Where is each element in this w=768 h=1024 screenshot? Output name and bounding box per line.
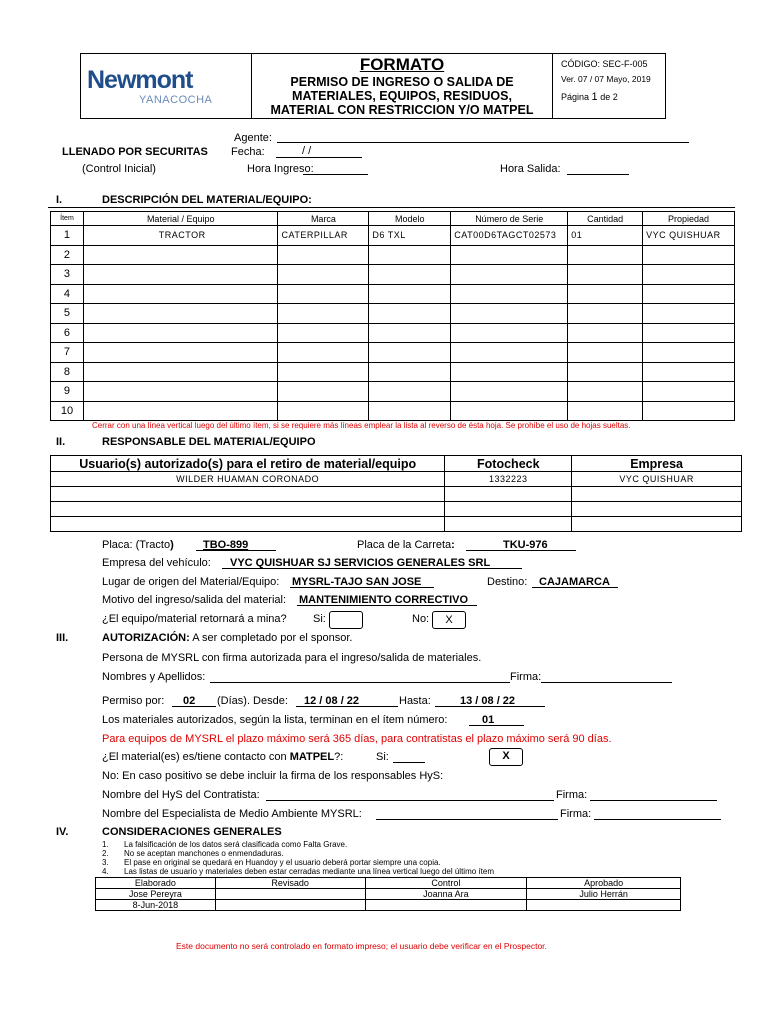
materials-cell[interactable] — [568, 323, 643, 343]
col-material: Material / Equipo — [83, 212, 278, 226]
materials-row — [51, 343, 735, 363]
sig-elaborado-header: Elaborado — [96, 878, 216, 889]
hys-firma-label: Firma: — [556, 789, 588, 801]
materials-cell[interactable] — [369, 323, 451, 343]
materials-header-row — [51, 212, 735, 226]
materials-cell[interactable] — [451, 304, 568, 324]
title-cell — [252, 54, 553, 118]
hasta-label: Hasta: — [399, 695, 431, 707]
nombres-field[interactable] — [210, 682, 510, 683]
carreta-label: Placa de la Carreta: — [357, 539, 455, 551]
materials-cell[interactable]: 01 — [568, 226, 643, 246]
destino-label: Destino: — [487, 576, 528, 588]
materials-cell[interactable] — [643, 362, 735, 382]
materials-cell[interactable] — [568, 284, 643, 304]
users-row — [51, 517, 742, 532]
materials-row — [51, 401, 735, 421]
users-cell[interactable] — [572, 502, 742, 517]
section-3-num: III. — [56, 632, 69, 644]
form-subtitle-1: PERMISO DE INGRESO O SALIDA DE — [290, 75, 514, 89]
agent-label: Agente: — [234, 132, 272, 144]
materials-cell[interactable] — [643, 265, 735, 285]
motivo-value: MANTENIMIENTO CORRECTIVO — [299, 594, 469, 606]
form-subtitle-2: MATERIALES, EQUIPOS, RESIDUOS, — [292, 89, 512, 103]
item-number-cell: 8 — [51, 362, 84, 382]
materials-cell[interactable] — [278, 265, 369, 285]
motivo-field[interactable] — [297, 605, 477, 606]
materials-cell[interactable] — [278, 245, 369, 265]
nombres-label: Nombres y Apellidos: — [102, 671, 206, 683]
document-header — [80, 53, 666, 119]
dias-label: (Días). Desde: — [217, 695, 288, 707]
sig-elaborado-date: 8-Jun-2018 — [96, 900, 216, 911]
materials-cell[interactable] — [369, 362, 451, 382]
materials-cell[interactable] — [278, 382, 369, 402]
hasta-value: 13 / 08 / 22 — [460, 695, 516, 707]
sig-control-header: Control — [365, 878, 527, 889]
firma-label: Firma: — [510, 671, 542, 683]
section-2-num: II. — [56, 436, 66, 448]
materials-row — [51, 284, 735, 304]
materials-cell[interactable] — [568, 343, 643, 363]
materials-cell[interactable] — [451, 382, 568, 402]
materials-cell[interactable] — [451, 401, 568, 421]
users-cell[interactable]: WILDER HUAMAN CORONADO — [51, 472, 445, 487]
col-cantidad: Cantidad — [568, 212, 643, 226]
item-number-cell: 2 — [51, 245, 84, 265]
materials-cell[interactable] — [83, 284, 278, 304]
users-cell[interactable] — [445, 487, 572, 502]
materials-cell[interactable] — [369, 343, 451, 363]
page-number: Página 1 de 2 — [561, 91, 618, 103]
consideration-1: La falsificación de los datos será clasificada como Falta Grave. — [124, 840, 348, 849]
materials-cell[interactable] — [451, 362, 568, 382]
materials-cell[interactable] — [451, 343, 568, 363]
materials-cell[interactable]: CAT00D6TAGCT02573 — [451, 226, 568, 246]
logo-cell — [81, 54, 252, 118]
securitas-subtitle: (Control Inicial) — [82, 163, 156, 175]
consideration-num-4: 4. — [102, 867, 109, 876]
consideration-3: El pase en original se quedará en Huandoy y el usuario deberá portar siempre una copia. — [124, 858, 441, 867]
permiso-value: 02 — [183, 695, 196, 707]
matpel-label: ¿El material(es) es/tiene contacto con MATPEL?: — [102, 751, 344, 763]
exit-time-field[interactable] — [567, 174, 629, 175]
consideration-num-3: 3. — [102, 858, 109, 867]
materials-row — [51, 226, 735, 246]
materials-cell[interactable] — [83, 265, 278, 285]
materials-cell[interactable] — [568, 265, 643, 285]
materials-cell[interactable] — [369, 382, 451, 402]
sig-elaborado-name: Jose Pereyra — [96, 889, 216, 900]
item-number-cell: 4 — [51, 284, 84, 304]
item-number-cell: 5 — [51, 304, 84, 324]
form-code: CÓDIGO: SEC-F-005 — [561, 59, 648, 69]
materials-cell[interactable] — [278, 343, 369, 363]
section-1-divider — [48, 207, 735, 208]
materials-cell[interactable] — [278, 284, 369, 304]
users-row — [51, 487, 742, 502]
materials-cell[interactable] — [568, 362, 643, 382]
materials-row — [51, 265, 735, 285]
materials-cell[interactable] — [451, 284, 568, 304]
materials-row — [51, 382, 735, 402]
item-number-cell: 6 — [51, 323, 84, 343]
users-cell[interactable] — [445, 502, 572, 517]
item-number-cell: 10 — [51, 401, 84, 421]
origen-field[interactable] — [290, 587, 434, 588]
users-cell[interactable] — [51, 487, 445, 502]
materials-cell[interactable]: D6 TXL — [369, 226, 451, 246]
users-cell[interactable] — [572, 517, 742, 532]
section-4-num: IV. — [56, 826, 69, 838]
section-4-title: CONSIDERACIONES GENERALES — [102, 826, 282, 838]
col-modelo: Modelo — [369, 212, 451, 226]
consideration-4: Las listas de usuario y materiales deben estar cerradas mediante una línea vertical luego del último ítem — [124, 867, 494, 876]
entry-time-field[interactable] — [303, 174, 368, 175]
col-fotocheck: Fotocheck — [445, 456, 572, 472]
empresa-vehiculo-field[interactable] — [222, 568, 522, 569]
materials-cell[interactable] — [83, 362, 278, 382]
materials-cell[interactable] — [643, 323, 735, 343]
destino-field[interactable] — [532, 587, 618, 588]
sig-revisado-date — [215, 900, 365, 911]
materials-cell[interactable] — [369, 245, 451, 265]
desde-field[interactable] — [296, 706, 398, 707]
users-header-row — [51, 456, 742, 472]
materials-row — [51, 323, 735, 343]
sig-header-row — [96, 878, 681, 889]
especialista-label: Nombre del Especialista de Medio Ambiente MYSRL: — [102, 808, 362, 820]
item-number-cell: 9 — [51, 382, 84, 402]
materials-cell[interactable] — [643, 284, 735, 304]
sig-aprobado-name: Julio Herrán — [527, 889, 681, 900]
col-empresa: Empresa — [572, 456, 742, 472]
materials-cell[interactable] — [643, 245, 735, 265]
date-field: / / — [302, 145, 312, 157]
materials-cell[interactable] — [83, 401, 278, 421]
item-number-cell: 7 — [51, 343, 84, 363]
users-cell[interactable]: 1332223 — [445, 472, 572, 487]
placa-field[interactable] — [196, 550, 276, 551]
authorized-person-text: Persona de MYSRL con firma autorizada para el ingreso/salida de materiales. — [102, 652, 482, 664]
section-3-title: AUTORIZACIÓN: A ser completado por el sponsor. — [102, 632, 353, 644]
plazo-note: Para equipos de MYSRL el plazo máximo será 365 días, para contratistas el plazo máximo será 90 días. — [102, 733, 612, 745]
materials-cell[interactable]: CATERPILLAR — [278, 226, 369, 246]
materials-cell[interactable] — [278, 304, 369, 324]
users-cell[interactable]: VYC QUISHUAR — [572, 472, 742, 487]
materials-cell[interactable] — [643, 401, 735, 421]
item-final-value: 01 — [482, 714, 495, 726]
materials-cell[interactable] — [451, 245, 568, 265]
materials-cell[interactable] — [369, 401, 451, 421]
placa-value: TBO-899 — [203, 539, 249, 551]
placa-label: Placa: (Tracto) — [102, 539, 174, 551]
materials-cell[interactable] — [451, 323, 568, 343]
footer-note: Este documento no será controlado en formato impreso; el usuario debe verificar en el Prospector. — [176, 941, 547, 951]
materials-row — [51, 245, 735, 265]
col-serie: Número de Serie — [451, 212, 568, 226]
materials-cell[interactable] — [451, 265, 568, 285]
sig-control-date — [365, 900, 527, 911]
materials-cell[interactable] — [643, 343, 735, 363]
agent-field[interactable] — [277, 142, 689, 143]
empresa-vehiculo-label: Empresa del vehículo: — [102, 557, 211, 569]
especialista-field[interactable] — [376, 819, 558, 820]
users-cell[interactable] — [51, 517, 445, 532]
sig-revisado-header: Revisado — [215, 878, 365, 889]
matpel-no-checkbox[interactable]: X — [489, 748, 523, 766]
hys-field[interactable] — [266, 800, 554, 801]
motivo-label: Motivo del ingreso/salida del material: — [102, 594, 287, 606]
no-caso-text: No: En caso positivo se debe incluir la firma de los responsables HyS: — [102, 770, 444, 782]
desde-value: 12 / 08 / 22 — [304, 695, 360, 707]
col-usuario: Usuario(s) autorizado(s) para el retiro de material/equipo — [51, 456, 445, 472]
retorna-si-label: Si: — [313, 613, 326, 625]
retorna-no-checkbox[interactable]: X — [432, 611, 466, 629]
permiso-field[interactable] — [172, 706, 216, 707]
materials-cell[interactable] — [83, 304, 278, 324]
securitas-title: LLENADO POR SECURITAS — [62, 146, 208, 158]
materials-cell[interactable] — [643, 382, 735, 402]
meta-cell — [553, 54, 665, 118]
hys-firma-field[interactable] — [590, 800, 717, 801]
materials-cell[interactable] — [568, 382, 643, 402]
materials-cell[interactable] — [568, 401, 643, 421]
users-row — [51, 472, 742, 487]
matpel-si-field[interactable] — [393, 762, 425, 763]
materials-cell[interactable] — [369, 265, 451, 285]
origen-value: MYSRL-TAJO SAN JOSE — [292, 576, 422, 588]
date-label: Fecha: — [231, 146, 265, 158]
materials-note: Cerrar con una línea vertical luego del último ítem, si se requiere más líneas emplear la lista al reverso de ésta hoja. Se prohíbe el uso de hojas sueltas. — [92, 421, 631, 430]
consideration-num-2: 2. — [102, 849, 109, 858]
retorna-no-label: No: — [412, 613, 430, 625]
users-table — [50, 455, 742, 532]
col-propiedad: Propiedad — [643, 212, 735, 226]
sig-names-row — [96, 889, 681, 900]
materials-cell[interactable] — [83, 245, 278, 265]
exit-time-label: Hora Salida: — [500, 163, 561, 175]
materials-cell[interactable] — [369, 304, 451, 324]
retorna-label: ¿El equipo/material retornará a mina? — [102, 613, 287, 625]
consideration-2: No se aceptan manchones o enmendaduras. — [124, 849, 284, 858]
materials-cell[interactable] — [83, 382, 278, 402]
materials-cell[interactable] — [278, 401, 369, 421]
form-subtitle-3: MATERIAL CON RESTRICCION Y/O MATPEL — [270, 103, 534, 117]
sig-control-name: Joanna Ara — [365, 889, 527, 900]
newmont-logo: Newmont — [87, 66, 193, 94]
origen-label: Lugar de origen del Material/Equipo: — [102, 576, 280, 588]
users-cell[interactable] — [51, 502, 445, 517]
materials-cell[interactable] — [568, 245, 643, 265]
destino-value: CAJAMARCA — [539, 576, 610, 588]
especialista-firma-field[interactable] — [594, 819, 721, 820]
permiso-label: Permiso por: — [102, 695, 165, 707]
form-title: FORMATO — [359, 55, 445, 74]
sig-aprobado-header: Aprobado — [527, 878, 681, 889]
item-number-cell: 3 — [51, 265, 84, 285]
carreta-value: TKU-976 — [503, 539, 548, 551]
signatures-table — [95, 877, 681, 911]
sig-dates-row — [96, 900, 681, 911]
retorna-si-checkbox[interactable] — [329, 611, 363, 629]
especialista-firma-label: Firma: — [560, 808, 592, 820]
consideration-num-1: 1. — [102, 840, 109, 849]
item-final-field[interactable] — [469, 725, 524, 726]
hasta-field[interactable] — [435, 706, 545, 707]
item-final-label: Los materiales autorizados, según la lista, terminan en el ítem número: — [102, 714, 448, 726]
firma-field[interactable] — [541, 682, 672, 683]
materials-row — [51, 304, 735, 324]
section-1-num: I. — [56, 194, 63, 206]
sig-aprobado-date — [527, 900, 681, 911]
col-item: Ítem — [51, 212, 84, 226]
section-2-title: RESPONSABLE DEL MATERIAL/EQUIPO — [102, 436, 316, 448]
sig-revisado-name — [215, 889, 365, 900]
users-cell[interactable] — [445, 517, 572, 532]
materials-cell[interactable] — [278, 323, 369, 343]
hys-label: Nombre del HyS del Contratista: — [102, 789, 260, 801]
materials-cell[interactable] — [568, 304, 643, 324]
item-number-cell: 1 — [51, 226, 84, 246]
materials-row — [51, 362, 735, 382]
materials-cell[interactable]: VYC QUISHUAR — [643, 226, 735, 246]
empresa-vehiculo-value: VYC QUISHUAR SJ SERVICIOS GENERALES SRL — [230, 557, 491, 569]
materials-cell[interactable] — [278, 362, 369, 382]
materials-cell[interactable] — [83, 323, 278, 343]
date-field-line[interactable] — [276, 157, 362, 158]
carreta-field[interactable] — [466, 550, 576, 551]
matpel-si-label: Si: — [376, 751, 389, 763]
section-1-title: DESCRIPCIÓN DEL MATERIAL/EQUIPO: — [102, 194, 312, 206]
col-marca: Marca — [278, 212, 369, 226]
form-version: Ver. 07 / 07 Mayo, 2019 — [561, 74, 651, 84]
materials-cell[interactable] — [643, 304, 735, 324]
yanacocha-logo-text: YANACOCHA — [139, 94, 213, 106]
users-cell[interactable] — [572, 487, 742, 502]
entry-time-label: Hora Ingreso: — [247, 163, 314, 175]
materials-cell[interactable] — [83, 343, 278, 363]
materials-cell[interactable]: TRACTOR — [83, 226, 278, 246]
users-row — [51, 502, 742, 517]
materials-cell[interactable] — [369, 284, 451, 304]
materials-table — [50, 211, 735, 421]
